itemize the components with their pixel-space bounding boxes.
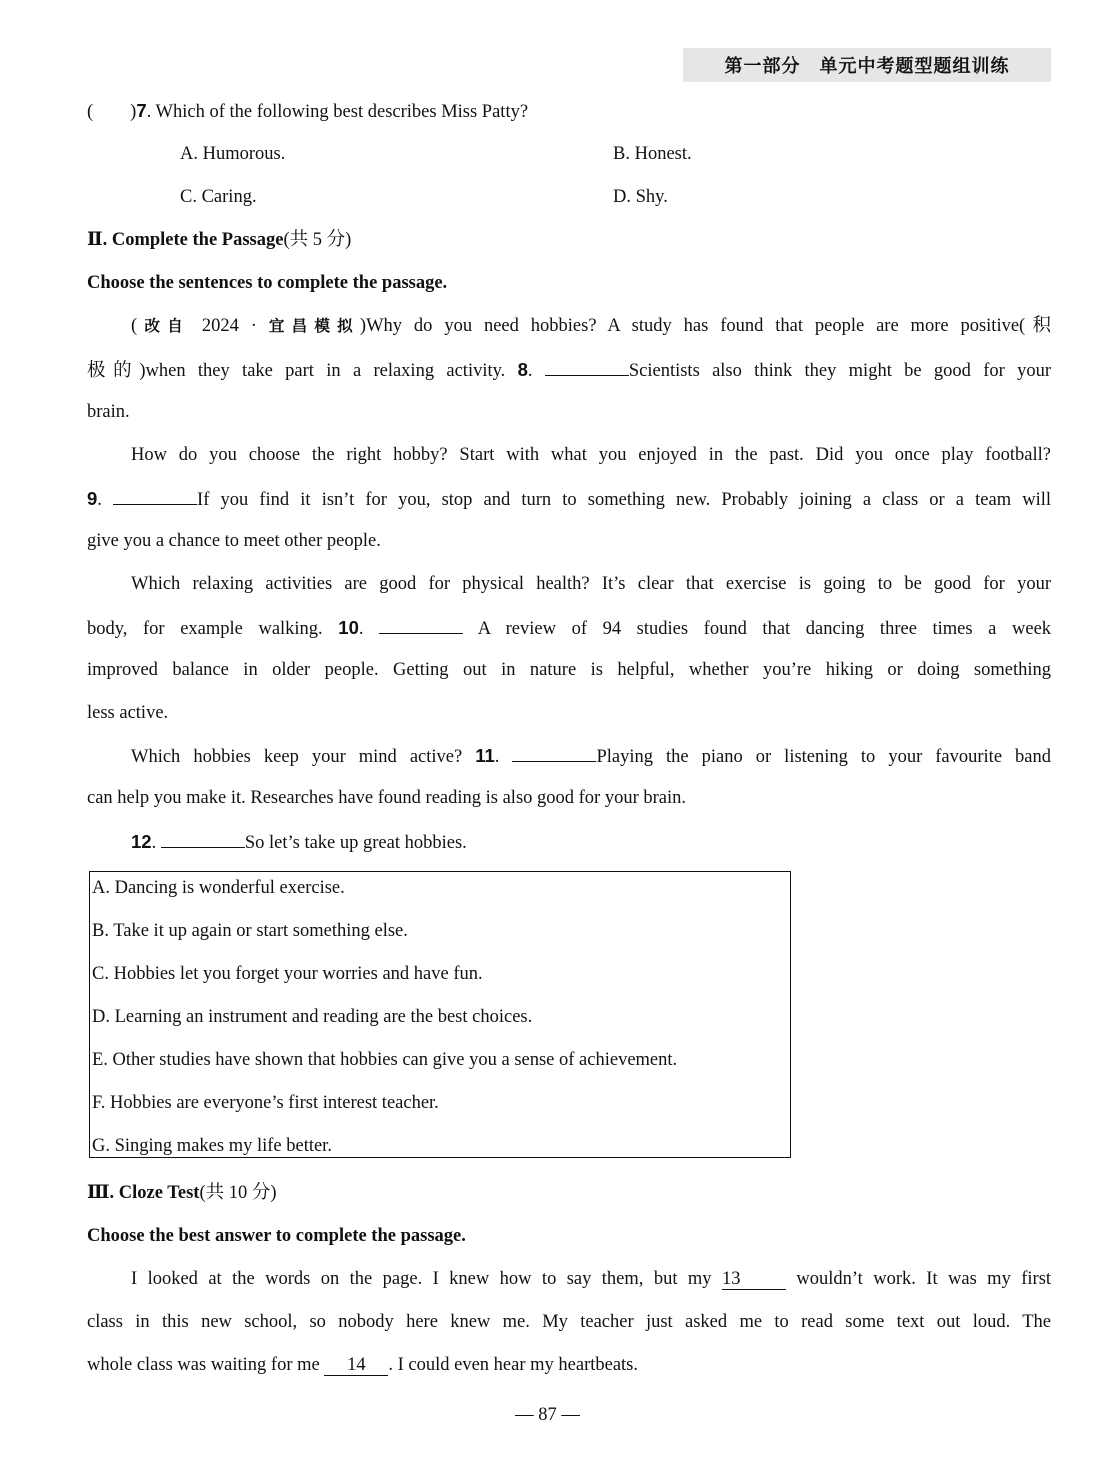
passage-line: brain.: [87, 402, 130, 422]
section-title: Ⅲ. Cloze Test: [87, 1183, 200, 1203]
section-2-heading: [87, 228, 1051, 252]
choice-f: F. Hobbies are everyone’s first interest teacher.: [92, 1093, 439, 1113]
passage-line: How do you choose the right hobby? Start with what you enjoyed in the past. Did you once play football?: [131, 445, 1051, 465]
passage-line: give you a chance to meet other people.: [87, 531, 381, 551]
section-score: (共 5 分): [283, 230, 352, 250]
page-number: — 87 —: [515, 1405, 580, 1425]
choice-a: A. Dancing is wonderful exercise.: [92, 878, 345, 898]
passage-line: class in this new school, so nobody here knew me. My teacher just asked me to read some text out loud. The: [87, 1312, 1051, 1332]
option-b: B. Honest.: [613, 144, 692, 164]
passage-line: 9. If you find it isn’t for you, stop and turn to something new. Probably joining a class or a team will: [87, 488, 1051, 510]
blank-12[interactable]: [161, 829, 245, 848]
source-note: (改自 2024 · 宜昌模拟): [131, 316, 367, 336]
question-7: [87, 99, 1051, 124]
blank-11[interactable]: [512, 743, 596, 762]
passage-line: less active.: [87, 703, 169, 723]
passage-line: whole class was waiting for me 14 . I could even hear my heartbeats.: [87, 1355, 639, 1375]
passage-line: I looked at the words on the page. I knew how to say them, but my 13 wouldn’t work. It was my first: [131, 1269, 1052, 1289]
option-c: C. Caring.: [180, 187, 257, 207]
passage-line: 极的)when they take part in a relaxing activity. 8. Scientists also think they might be good for your: [87, 359, 1052, 381]
choice-b: B. Take it up again or start something else.: [92, 921, 408, 941]
blank-9[interactable]: [113, 486, 197, 505]
answer-paren: ( ): [87, 102, 137, 122]
option-d: D. Shy.: [613, 187, 668, 207]
section-header: 第一部分 单元中考题型题组训练: [683, 48, 1051, 82]
blank-13[interactable]: 13: [722, 1269, 786, 1290]
choice-c: C. Hobbies let you forget your worries and have fun.: [92, 964, 483, 984]
section-3-heading: [87, 1181, 1051, 1205]
choice-g: G. Singing makes my life better.: [92, 1136, 332, 1156]
section-3-instruction: Choose the best answer to complete the passage.: [87, 1226, 466, 1246]
section-score: (共 10 分): [199, 1183, 277, 1203]
choices-box: [89, 871, 791, 1158]
option-a: A. Humorous.: [180, 144, 286, 164]
passage-line: can help you make it. Researches have found reading is also good for your brain.: [87, 788, 687, 808]
passage-line: body, for example walking. 10. A review of 94 studies found that dancing three times a week: [87, 617, 1052, 639]
passage-line: Which hobbies keep your mind active? 11. Playing the piano or listening to your favourite band: [131, 745, 1052, 767]
question-stem: . Which of the following best describes Miss Patty?: [146, 102, 529, 122]
section-2-instruction: Choose the sentences to complete the passage.: [87, 273, 448, 293]
blank-number-10: 10: [338, 617, 359, 638]
blank-number-9: 9: [87, 488, 98, 509]
blank-number-11: 11: [475, 745, 495, 766]
passage-line: (改自 2024 · 宜昌模拟)Why do you need hobbies? A study has found that people are more positive(积: [131, 316, 1051, 336]
blank-8[interactable]: [545, 357, 629, 376]
passage-line: improved balance in older people. Getting out in nature is helpful, whether you’re hiking or doing something: [87, 660, 1051, 680]
passage-line: 12. So let’s take up great hobbies.: [131, 831, 467, 853]
choice-d: D. Learning an instrument and reading are the best choices.: [92, 1007, 533, 1027]
section-title: Ⅱ. Complete the Passage: [87, 230, 284, 250]
blank-number-12: 12: [131, 831, 152, 852]
passage-line: Which relaxing activities are good for physical health? It’s clear that exercise is going to be good for your: [131, 574, 1051, 594]
question-number: 7: [136, 100, 147, 121]
blank-10[interactable]: [379, 615, 463, 634]
blank-number-8: 8: [517, 359, 528, 380]
blank-14[interactable]: 14: [324, 1355, 388, 1376]
choice-e: E. Other studies have shown that hobbies can give you a sense of achievement.: [92, 1050, 678, 1070]
